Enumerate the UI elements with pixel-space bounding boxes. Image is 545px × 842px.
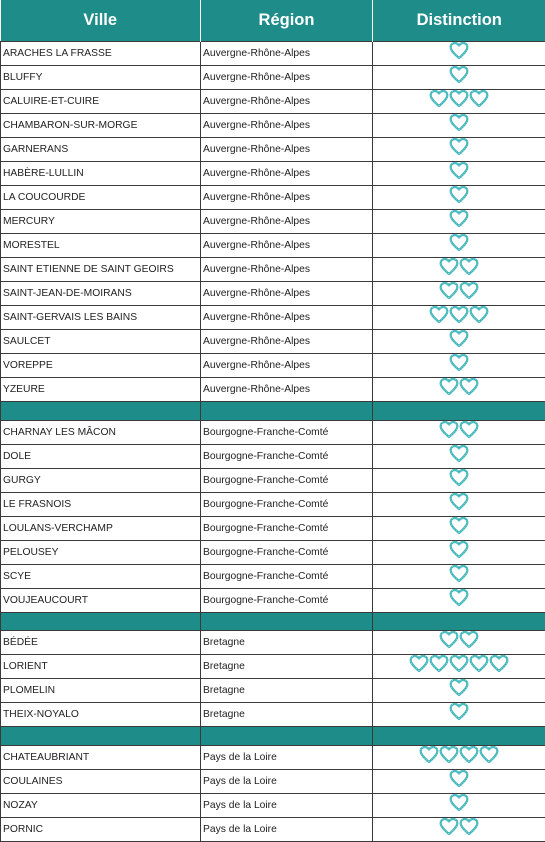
separator-cell — [201, 402, 373, 421]
table-row — [1, 234, 545, 258]
heart-outline-icon — [449, 589, 469, 606]
cell-distinction — [373, 138, 545, 162]
header-distinction: Distinction — [373, 0, 545, 42]
table-row — [1, 420, 545, 444]
cell-ville: CHAMBARON-SUR-MORGE — [1, 114, 201, 138]
table-row — [1, 703, 545, 727]
table-row — [1, 588, 545, 612]
table-row — [1, 378, 545, 402]
hearts-group — [439, 258, 479, 275]
cell-ville: NOZAY — [1, 793, 201, 817]
heart-outline-icon — [449, 66, 469, 83]
heart-outline-icon — [459, 282, 479, 299]
heart-outline-icon — [469, 306, 489, 323]
heart-outline-icon — [459, 378, 479, 395]
heart-outline-icon — [449, 210, 469, 227]
hearts-group — [449, 679, 469, 696]
cell-region: Bourgogne-Franche-Comté — [201, 540, 373, 564]
table-row — [1, 330, 545, 354]
table-row — [1, 138, 545, 162]
heart-outline-icon — [439, 746, 459, 763]
cell-distinction — [373, 378, 545, 402]
cell-region: Bourgogne-Franche-Comté — [201, 588, 373, 612]
heart-outline-icon — [449, 234, 469, 251]
table-row — [1, 354, 545, 378]
cell-distinction — [373, 817, 545, 841]
cell-ville: BÉDÉE — [1, 631, 201, 655]
cell-distinction — [373, 468, 545, 492]
hearts-group — [449, 589, 469, 606]
cell-distinction — [373, 679, 545, 703]
cell-ville: PORNIC — [1, 817, 201, 841]
hearts-group — [439, 818, 479, 835]
table-row — [1, 66, 545, 90]
table-row — [1, 114, 545, 138]
cell-distinction — [373, 186, 545, 210]
cell-region: Bourgogne-Franche-Comté — [201, 444, 373, 468]
cell-region: Auvergne-Rhône-Alpes — [201, 186, 373, 210]
cell-ville: SCYE — [1, 564, 201, 588]
heart-outline-icon — [489, 655, 509, 672]
hearts-group — [439, 282, 479, 299]
table-row — [1, 793, 545, 817]
cell-ville: VOUJEAUCOURT — [1, 588, 201, 612]
hearts-group — [409, 655, 509, 672]
heart-outline-icon — [439, 378, 459, 395]
cell-distinction — [373, 769, 545, 793]
cell-region: Bourgogne-Franche-Comté — [201, 420, 373, 444]
heart-outline-icon — [449, 162, 469, 179]
heart-outline-icon — [409, 655, 429, 672]
heart-outline-icon — [459, 421, 479, 438]
header-region: Région — [201, 0, 373, 42]
cell-region: Auvergne-Rhône-Alpes — [201, 282, 373, 306]
cell-ville: VOREPPE — [1, 354, 201, 378]
table-row — [1, 516, 545, 540]
region-separator-row — [1, 727, 545, 746]
table-header — [1, 0, 545, 42]
heart-outline-icon — [449, 770, 469, 787]
hearts-group — [449, 234, 469, 251]
hearts-group — [449, 138, 469, 155]
heart-outline-icon — [469, 655, 489, 672]
cell-distinction — [373, 90, 545, 114]
cell-ville: DOLE — [1, 444, 201, 468]
cell-distinction — [373, 588, 545, 612]
cell-distinction — [373, 210, 545, 234]
heart-outline-icon — [449, 655, 469, 672]
cell-distinction — [373, 258, 545, 282]
hearts-group — [449, 445, 469, 462]
separator-cell — [373, 402, 545, 421]
separator-cell — [201, 612, 373, 631]
separator-cell — [201, 727, 373, 746]
cell-region: Pays de la Loire — [201, 793, 373, 817]
cell-distinction — [373, 282, 545, 306]
region-separator-row — [1, 402, 545, 421]
cell-region: Bourgogne-Franche-Comté — [201, 564, 373, 588]
separator-cell — [1, 727, 201, 746]
table-row — [1, 42, 545, 66]
cell-region: Auvergne-Rhône-Alpes — [201, 90, 373, 114]
hearts-group — [449, 162, 469, 179]
cell-ville: ARACHES LA FRASSE — [1, 42, 201, 66]
hearts-group — [439, 421, 479, 438]
cell-distinction — [373, 42, 545, 66]
cell-region: Auvergne-Rhône-Alpes — [201, 258, 373, 282]
cell-distinction — [373, 703, 545, 727]
table-row — [1, 564, 545, 588]
hearts-group — [449, 703, 469, 720]
cell-distinction — [373, 540, 545, 564]
separator-cell — [1, 402, 201, 421]
table-row — [1, 817, 545, 841]
heart-outline-icon — [429, 655, 449, 672]
cell-ville: LORIENT — [1, 655, 201, 679]
cell-region: Bourgogne-Franche-Comté — [201, 516, 373, 540]
heart-outline-icon — [479, 746, 499, 763]
heart-outline-icon — [449, 306, 469, 323]
table-row — [1, 540, 545, 564]
heart-outline-icon — [449, 679, 469, 696]
hearts-group — [449, 354, 469, 371]
cell-region: Pays de la Loire — [201, 769, 373, 793]
cell-distinction — [373, 234, 545, 258]
cell-region: Auvergne-Rhône-Alpes — [201, 306, 373, 330]
cell-region: Auvergne-Rhône-Alpes — [201, 330, 373, 354]
cell-region: Auvergne-Rhône-Alpes — [201, 138, 373, 162]
heart-outline-icon — [439, 421, 459, 438]
cell-region: Pays de la Loire — [201, 745, 373, 769]
cell-region: Bourgogne-Franche-Comté — [201, 468, 373, 492]
cell-region: Auvergne-Rhône-Alpes — [201, 210, 373, 234]
hearts-group — [449, 517, 469, 534]
cell-ville: COULAINES — [1, 769, 201, 793]
hearts-group — [429, 306, 489, 323]
cell-region: Auvergne-Rhône-Alpes — [201, 162, 373, 186]
cell-distinction — [373, 420, 545, 444]
heart-outline-icon — [449, 90, 469, 107]
table-row — [1, 655, 545, 679]
cell-region: Bretagne — [201, 703, 373, 727]
heart-outline-icon — [449, 186, 469, 203]
hearts-group — [449, 469, 469, 486]
hearts-group — [449, 114, 469, 131]
cell-distinction — [373, 162, 545, 186]
heart-outline-icon — [449, 114, 469, 131]
table-row — [1, 444, 545, 468]
heart-outline-icon — [449, 354, 469, 371]
cell-distinction — [373, 66, 545, 90]
cell-region: Auvergne-Rhône-Alpes — [201, 354, 373, 378]
heart-outline-icon — [459, 818, 479, 835]
cell-ville: YZEURE — [1, 378, 201, 402]
hearts-group — [449, 541, 469, 558]
table-body — [1, 42, 545, 842]
cell-region: Pays de la Loire — [201, 817, 373, 841]
cell-ville: GURGY — [1, 468, 201, 492]
cell-distinction — [373, 793, 545, 817]
separator-cell — [373, 727, 545, 746]
cell-ville: LA COUCOURDE — [1, 186, 201, 210]
heart-outline-icon — [429, 306, 449, 323]
cell-ville: PLOMELIN — [1, 679, 201, 703]
header-ville: Ville — [1, 0, 201, 42]
heart-outline-icon — [439, 818, 459, 835]
heart-outline-icon — [459, 746, 479, 763]
cell-ville: MERCURY — [1, 210, 201, 234]
cell-ville: GARNERANS — [1, 138, 201, 162]
cell-region: Auvergne-Rhône-Alpes — [201, 114, 373, 138]
cell-distinction — [373, 114, 545, 138]
hearts-group — [439, 631, 479, 648]
cell-ville: BLUFFY — [1, 66, 201, 90]
cell-ville: MORESTEL — [1, 234, 201, 258]
cell-ville: SAINT-JEAN-DE-MOIRANS — [1, 282, 201, 306]
hearts-group — [449, 330, 469, 347]
heart-outline-icon — [439, 282, 459, 299]
cell-distinction — [373, 444, 545, 468]
heart-outline-icon — [459, 631, 479, 648]
heart-outline-icon — [449, 469, 469, 486]
cell-distinction — [373, 745, 545, 769]
table-row — [1, 90, 545, 114]
hearts-group — [449, 66, 469, 83]
table-row — [1, 745, 545, 769]
table-row — [1, 162, 545, 186]
heart-outline-icon — [429, 90, 449, 107]
table-row — [1, 631, 545, 655]
hearts-group — [449, 493, 469, 510]
cell-ville: CHATEAUBRIANT — [1, 745, 201, 769]
hearts-group — [449, 186, 469, 203]
heart-outline-icon — [449, 517, 469, 534]
heart-outline-icon — [449, 445, 469, 462]
heart-outline-icon — [469, 90, 489, 107]
table-row — [1, 306, 545, 330]
table-row — [1, 492, 545, 516]
cell-ville: SAINT ETIENNE DE SAINT GEOIRS — [1, 258, 201, 282]
hearts-group — [449, 565, 469, 582]
hearts-group — [439, 378, 479, 395]
table-row — [1, 468, 545, 492]
hearts-group — [449, 794, 469, 811]
heart-outline-icon — [449, 703, 469, 720]
cell-distinction — [373, 631, 545, 655]
hearts-group — [449, 42, 469, 59]
cell-region: Auvergne-Rhône-Alpes — [201, 234, 373, 258]
cell-region: Auvergne-Rhône-Alpes — [201, 42, 373, 66]
heart-outline-icon — [419, 746, 439, 763]
cell-distinction — [373, 492, 545, 516]
heart-outline-icon — [449, 42, 469, 59]
heart-outline-icon — [459, 258, 479, 275]
separator-cell — [1, 612, 201, 631]
hearts-group — [429, 90, 489, 107]
table-row — [1, 769, 545, 793]
cell-region: Bretagne — [201, 679, 373, 703]
cell-ville: LE FRASNOIS — [1, 492, 201, 516]
hearts-group — [419, 746, 499, 763]
cell-ville: THEIX-NOYALO — [1, 703, 201, 727]
table-row — [1, 210, 545, 234]
heart-outline-icon — [439, 631, 459, 648]
separator-cell — [373, 612, 545, 631]
cell-ville: LOULANS-VERCHAMP — [1, 516, 201, 540]
cell-distinction — [373, 354, 545, 378]
heart-outline-icon — [449, 794, 469, 811]
table-row — [1, 258, 545, 282]
cell-distinction — [373, 516, 545, 540]
table-row — [1, 679, 545, 703]
heart-outline-icon — [449, 541, 469, 558]
cell-ville: SAULCET — [1, 330, 201, 354]
cell-ville: HABÈRE-LULLIN — [1, 162, 201, 186]
heart-outline-icon — [439, 258, 459, 275]
heart-outline-icon — [449, 565, 469, 582]
cell-region: Auvergne-Rhône-Alpes — [201, 66, 373, 90]
region-separator-row — [1, 612, 545, 631]
cell-region: Auvergne-Rhône-Alpes — [201, 378, 373, 402]
cell-ville: SAINT-GERVAIS LES BAINS — [1, 306, 201, 330]
cell-distinction — [373, 655, 545, 679]
cell-region: Bretagne — [201, 631, 373, 655]
heart-outline-icon — [449, 330, 469, 347]
cell-ville: CALUIRE-ET-CUIRE — [1, 90, 201, 114]
hearts-group — [449, 210, 469, 227]
cell-ville: CHARNAY LES MÂCON — [1, 420, 201, 444]
table-row — [1, 282, 545, 306]
hearts-group — [449, 770, 469, 787]
cell-distinction — [373, 306, 545, 330]
cell-region: Bretagne — [201, 655, 373, 679]
table-row — [1, 186, 545, 210]
cell-ville: PELOUSEY — [1, 540, 201, 564]
heart-outline-icon — [449, 493, 469, 510]
cell-region: Bourgogne-Franche-Comté — [201, 492, 373, 516]
cell-distinction — [373, 564, 545, 588]
cell-distinction — [373, 330, 545, 354]
heart-outline-icon — [449, 138, 469, 155]
